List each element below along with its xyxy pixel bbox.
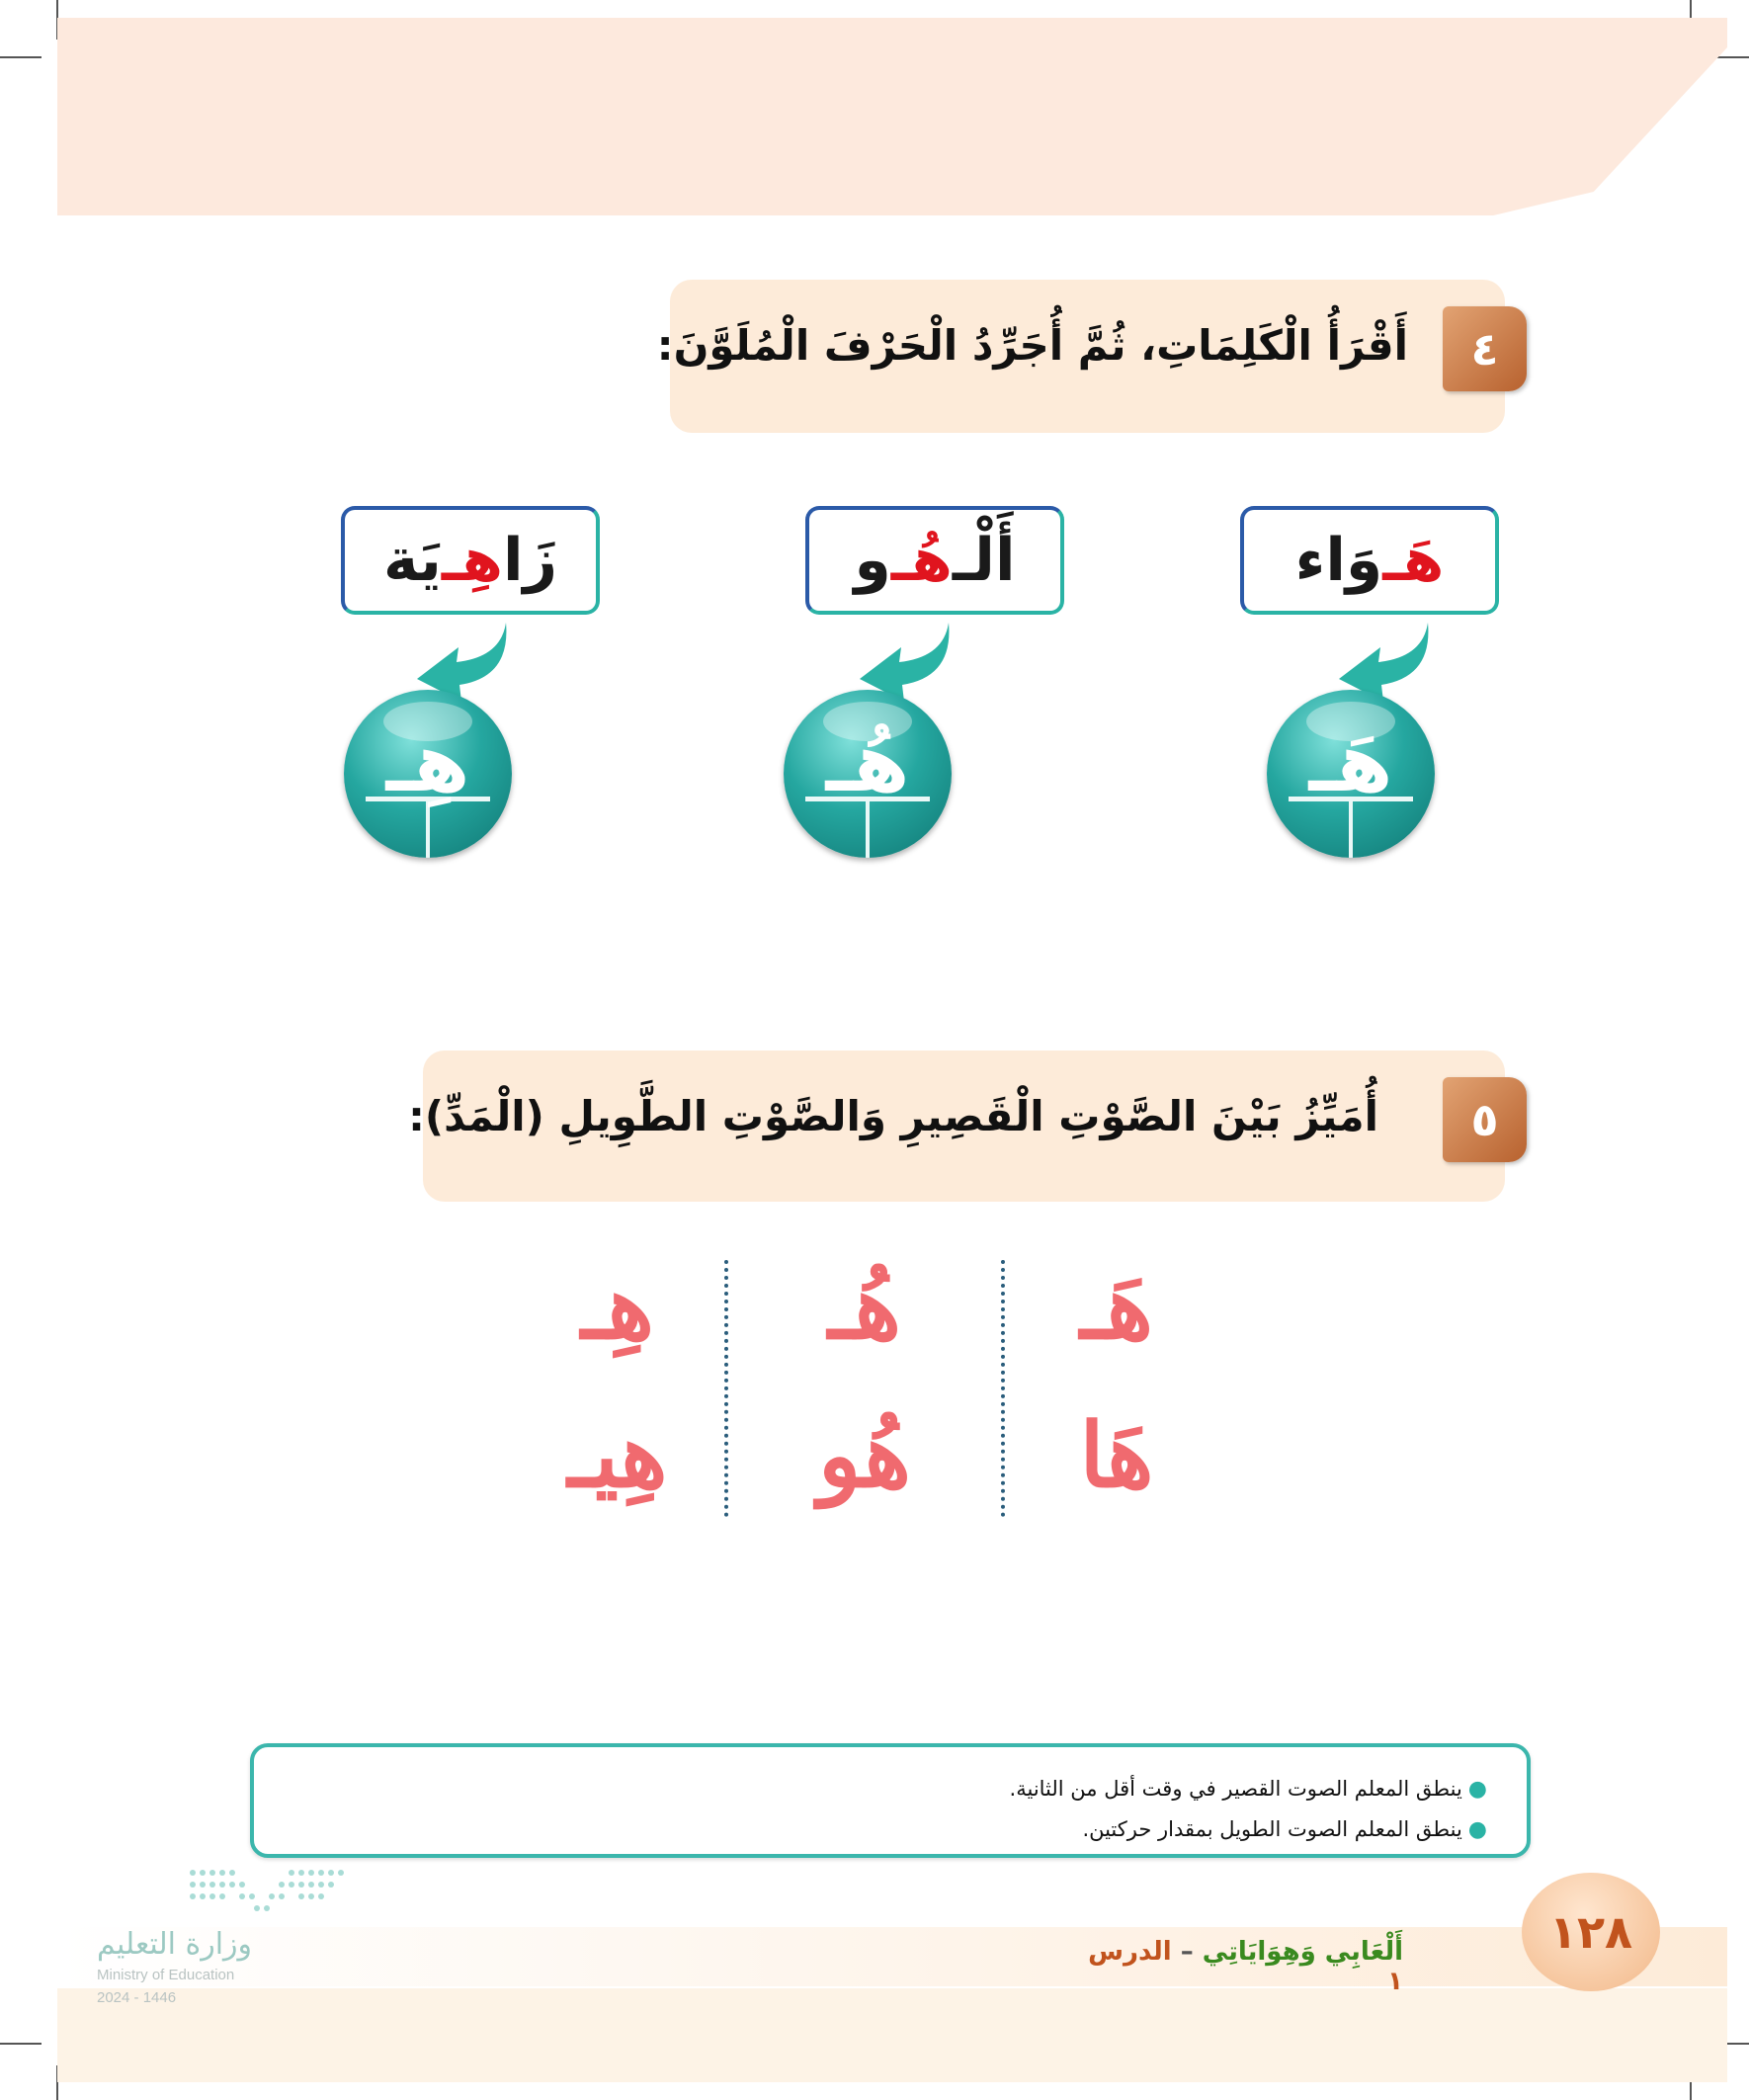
title-separator: –: [1180, 1937, 1194, 1967]
word-colored-letter: هَـ: [1382, 526, 1445, 595]
letter-ball: [344, 690, 512, 858]
column-divider: [1001, 1260, 1005, 1517]
bullet-icon: ●: [1467, 1777, 1487, 1802]
word-box-alhu: [805, 506, 1064, 615]
exercise-5-number: ٥: [1443, 1077, 1527, 1162]
syllable-short: هِـ: [581, 1255, 654, 1360]
teacher-note-text: ينطق المعلم الصوت الطويل بمقدار حركتين.: [1082, 1817, 1462, 1841]
syllable-long: هُو: [818, 1403, 911, 1508]
syllable-long: هَا: [1079, 1403, 1154, 1508]
letter-ball: [1267, 690, 1435, 858]
unit-title: أَلْعَابِي وَهِوَايَاتِي: [1202, 1937, 1403, 1967]
syllable-long: هِيـ: [567, 1403, 668, 1508]
ministry-year: 2024 - 1446: [97, 1989, 177, 2006]
column-divider: [724, 1260, 728, 1517]
word-after: و: [854, 526, 891, 595]
word-colored-letter: هِـ: [441, 526, 503, 595]
ministry-name-ar: وزارة التعليم: [97, 1927, 253, 1962]
footer-band: [57, 1988, 1727, 2082]
word-before: أَلْـ: [952, 526, 1016, 595]
crop-mark: [0, 56, 42, 58]
lesson-title: [1067, 1937, 1403, 1996]
crop-mark: [0, 2043, 42, 2045]
letter-glyph: هِـ: [385, 716, 470, 810]
word-before: زَا: [502, 526, 558, 595]
lesson-label: الدرس ١: [1088, 1937, 1403, 1996]
exercise-4-number: ٤: [1443, 306, 1527, 391]
ministry-logo-icon: [183, 1863, 351, 1912]
teacher-note-text: ينطق المعلم الصوت القصير في وقت أقل من الثانية.: [1009, 1777, 1462, 1801]
syllable-short: هُـ: [828, 1255, 901, 1360]
page-number: ١٢٨: [1522, 1873, 1660, 1991]
word-after: وَاء: [1294, 526, 1383, 595]
exercise-5-instruction: أُمَيِّزُ بَيْنَ الصَّوْتِ الْقَصِيرِ وَالصَّوْتِ الطَّوِيلِ (الْمَدِّ):: [408, 1092, 1378, 1140]
word-box-zahiya: [341, 506, 600, 615]
teacher-note-box: [250, 1743, 1531, 1858]
word-colored-letter: هُـ: [890, 526, 953, 595]
header-band: [57, 18, 1727, 215]
footer-stripe: [57, 1927, 1727, 1986]
letter-glyph: هَـ: [1308, 716, 1393, 810]
exercise-4-instruction: أَقْرَأُ الْكَلِمَاتِ، ثُمَّ أُجَرِّدُ الْحَرْفَ الْمُلَوَّنَ:: [656, 321, 1408, 370]
bullet-icon: ●: [1467, 1817, 1487, 1842]
teacher-note-item: [293, 1769, 1487, 1809]
word-after: يَة: [382, 526, 442, 595]
letter-ball: [784, 690, 952, 858]
ministry-name-en: Ministry of Education: [97, 1967, 235, 1983]
teacher-note-item: [293, 1809, 1487, 1850]
syllable-short: هَـ: [1080, 1255, 1153, 1360]
letter-glyph: هُـ: [825, 716, 910, 810]
word-box-hawaa: [1240, 506, 1499, 615]
